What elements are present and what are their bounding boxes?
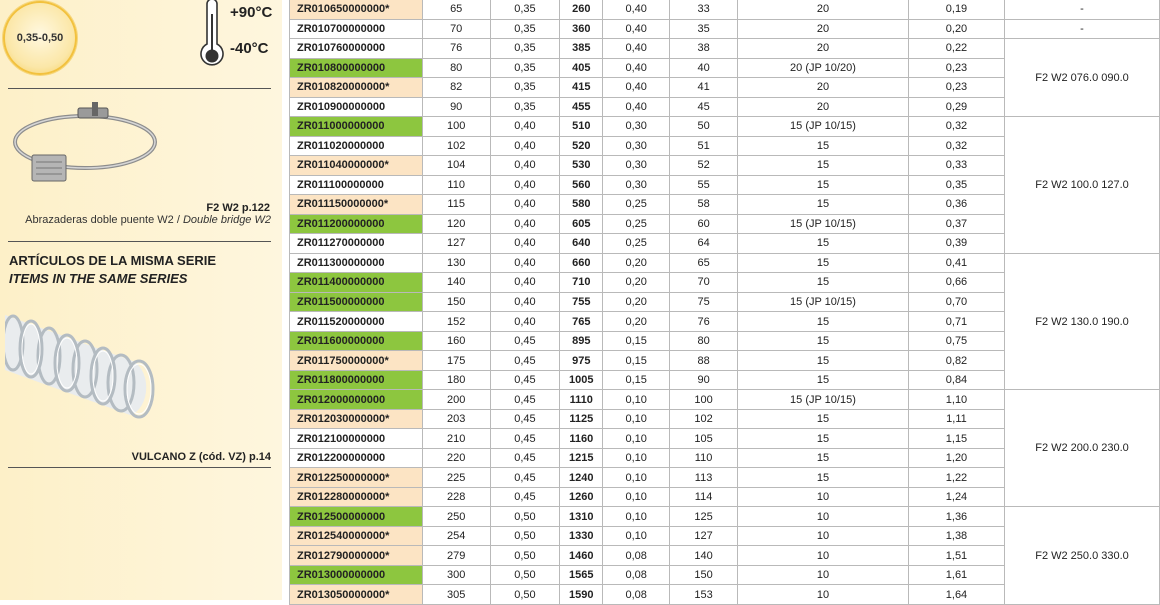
price-cell: 0,23 (908, 58, 1004, 78)
divider (8, 241, 271, 242)
diameter-cell: 150 (422, 292, 490, 312)
radius-cell: 0,40 (603, 58, 670, 78)
price-cell: 0,23 (908, 78, 1004, 98)
length-cell: 15 (737, 409, 908, 429)
length-cell: 10 (737, 526, 908, 546)
diameter-cell: 80 (422, 58, 490, 78)
bend-cell: 35 (670, 19, 738, 39)
table-row (290, 507, 1160, 527)
price-cell: 1,51 (908, 546, 1004, 566)
product-code: ZR012100000000 (290, 429, 423, 449)
radius-cell: 0,08 (603, 565, 670, 585)
bend-cell: 40 (670, 58, 738, 78)
length-cell: 15 (737, 429, 908, 449)
bend-cell: 58 (670, 195, 738, 215)
product-code: ZR011800000000 (290, 370, 423, 390)
diameter-cell: 250 (422, 507, 490, 527)
weight-cell: 710 (560, 273, 603, 293)
bend-cell: 45 (670, 97, 738, 117)
price-cell: 0,82 (908, 351, 1004, 371)
weight-cell: 1310 (560, 507, 603, 527)
thickness-cell: 0,50 (490, 526, 560, 546)
thickness-cell: 0,50 (490, 507, 560, 527)
thickness-cell: 0,35 (490, 97, 560, 117)
product-code: ZR011600000000 (290, 331, 423, 351)
radius-cell: 0,08 (603, 585, 670, 605)
product-code: ZR010800000000 (290, 58, 423, 78)
diameter-cell: 220 (422, 448, 490, 468)
thickness-cell: 0,40 (490, 312, 560, 332)
thickness-cell: 0,45 (490, 331, 560, 351)
bend-cell: 41 (670, 78, 738, 98)
weight-cell: 520 (560, 136, 603, 156)
weight-cell: 1260 (560, 487, 603, 507)
weight-cell: 660 (560, 253, 603, 273)
length-cell: 20 (737, 78, 908, 98)
price-cell: 1,64 (908, 585, 1004, 605)
bend-cell: 33 (670, 0, 738, 19)
thickness-cell: 0,45 (490, 390, 560, 410)
weight-cell: 580 (560, 195, 603, 215)
length-cell: 10 (737, 546, 908, 566)
thickness-cell: 0,40 (490, 214, 560, 234)
thickness-cell: 0,35 (490, 0, 560, 19)
radius-cell: 0,30 (603, 175, 670, 195)
thickness-cell: 0,50 (490, 546, 560, 566)
thickness-cell: 0,35 (490, 78, 560, 98)
radius-cell: 0,20 (603, 292, 670, 312)
clamp-group-cell: F2 W2 200.0 230.0 (1005, 390, 1160, 507)
price-cell: 0,35 (908, 175, 1004, 195)
weight-cell: 510 (560, 117, 603, 137)
radius-cell: 0,30 (603, 136, 670, 156)
length-cell: 15 (737, 468, 908, 488)
bend-cell: 88 (670, 351, 738, 371)
diameter-cell: 203 (422, 409, 490, 429)
thickness-cell: 0,40 (490, 273, 560, 293)
thickness-cell: 0,35 (490, 19, 560, 39)
bend-cell: 110 (670, 448, 738, 468)
product-code: ZR011040000000* (290, 156, 423, 176)
product-code: ZR012200000000 (290, 448, 423, 468)
bend-cell: 70 (670, 273, 738, 293)
product-code: ZR011400000000 (290, 273, 423, 293)
length-cell: 15 (737, 136, 908, 156)
clamp-group-cell: F2 W2 100.0 127.0 (1005, 117, 1160, 254)
thickness-cell: 0,40 (490, 253, 560, 273)
radius-cell: 0,10 (603, 390, 670, 410)
radius-cell: 0,30 (603, 117, 670, 137)
diameter-cell: 279 (422, 546, 490, 566)
thermometer-icon (197, 0, 227, 72)
radius-cell: 0,30 (603, 156, 670, 176)
thickness-cell: 0,45 (490, 429, 560, 449)
price-cell: 1,38 (908, 526, 1004, 546)
divider (8, 467, 271, 468)
diameter-cell: 127 (422, 234, 490, 254)
thickness-cell: 0,45 (490, 370, 560, 390)
clamp-group-cell: F2 W2 130.0 190.0 (1005, 253, 1160, 390)
length-cell: 15 (JP 10/15) (737, 292, 908, 312)
diameter-cell: 70 (422, 19, 490, 39)
bend-cell: 80 (670, 331, 738, 351)
price-cell: 1,24 (908, 487, 1004, 507)
price-cell: 1,61 (908, 565, 1004, 585)
weight-cell: 1110 (560, 390, 603, 410)
diameter-cell: 115 (422, 195, 490, 215)
product-code: ZR013050000000* (290, 585, 423, 605)
radius-cell: 0,20 (603, 253, 670, 273)
weight-cell: 560 (560, 175, 603, 195)
product-code: ZR012030000000* (290, 409, 423, 429)
thickness-cell: 0,40 (490, 175, 560, 195)
price-cell: 1,22 (908, 468, 1004, 488)
price-cell: 0,66 (908, 273, 1004, 293)
length-cell: 10 (737, 565, 908, 585)
length-cell: 20 (737, 19, 908, 39)
weight-cell: 1240 (560, 468, 603, 488)
thickness-cell: 0,35 (490, 58, 560, 78)
clamp-caption-es: Abrazaderas doble puente W2 / (25, 214, 183, 226)
price-cell: 1,11 (908, 409, 1004, 429)
product-code: ZR010650000000* (290, 0, 423, 19)
weight-cell: 1215 (560, 448, 603, 468)
diameter-cell: 90 (422, 97, 490, 117)
diameter-cell: 76 (422, 39, 490, 59)
bend-cell: 50 (670, 117, 738, 137)
length-cell: 20 (737, 97, 908, 117)
radius-cell: 0,15 (603, 331, 670, 351)
bend-cell: 150 (670, 565, 738, 585)
product-code: ZR011000000000 (290, 117, 423, 137)
length-cell: 20 (737, 0, 908, 19)
bend-cell: 100 (670, 390, 738, 410)
bend-cell: 102 (670, 409, 738, 429)
table-row (290, 0, 1160, 19)
length-cell: 15 (737, 234, 908, 254)
sidebar-panel (0, 0, 282, 600)
bend-cell: 140 (670, 546, 738, 566)
length-cell: 15 (737, 370, 908, 390)
weight-cell: 765 (560, 312, 603, 332)
length-cell: 15 (737, 195, 908, 215)
bend-cell: 127 (670, 526, 738, 546)
bend-cell: 105 (670, 429, 738, 449)
product-code: ZR011020000000 (290, 136, 423, 156)
diameter-cell: 110 (422, 175, 490, 195)
thickness-cell: 0,35 (490, 39, 560, 59)
length-cell: 15 (737, 351, 908, 371)
radius-cell: 0,40 (603, 39, 670, 59)
weight-cell: 455 (560, 97, 603, 117)
radius-cell: 0,10 (603, 507, 670, 527)
diameter-cell: 100 (422, 117, 490, 137)
bend-cell: 64 (670, 234, 738, 254)
radius-cell: 0,25 (603, 234, 670, 254)
length-cell: 20 (JP 10/20) (737, 58, 908, 78)
product-table (289, 0, 1160, 605)
divider (8, 88, 271, 89)
diameter-cell: 300 (422, 565, 490, 585)
length-cell: 15 (737, 175, 908, 195)
bend-cell: 60 (670, 214, 738, 234)
length-cell: 10 (737, 487, 908, 507)
weight-cell: 1330 (560, 526, 603, 546)
product-code: ZR011270000000 (290, 234, 423, 254)
weight-cell: 530 (560, 156, 603, 176)
thickness-cell: 0,40 (490, 234, 560, 254)
price-cell: 0,32 (908, 136, 1004, 156)
product-code: ZR012000000000 (290, 390, 423, 410)
length-cell: 15 (JP 10/15) (737, 214, 908, 234)
weight-cell: 415 (560, 78, 603, 98)
length-cell: 10 (737, 507, 908, 527)
weight-cell: 975 (560, 351, 603, 371)
diameter-cell: 130 (422, 253, 490, 273)
clamp-group-cell: - (1005, 0, 1160, 19)
clamp-reference: F2 W2 p.122 (206, 202, 270, 214)
diameter-cell: 225 (422, 468, 490, 488)
radius-cell: 0,10 (603, 409, 670, 429)
diameter-cell: 104 (422, 156, 490, 176)
temp-min: -40°C (230, 40, 269, 57)
diameter-cell: 228 (422, 487, 490, 507)
thickness-cell: 0,45 (490, 468, 560, 488)
double-bridge-clamp-image (10, 100, 160, 195)
product-code: ZR011100000000 (290, 175, 423, 195)
diameter-cell: 140 (422, 273, 490, 293)
diameter-cell: 120 (422, 214, 490, 234)
price-cell: 0,71 (908, 312, 1004, 332)
weight-cell: 895 (560, 331, 603, 351)
length-cell: 15 (737, 273, 908, 293)
weight-cell: 755 (560, 292, 603, 312)
thickness-badge-label: 0,35-0,50 (16, 32, 64, 44)
weight-cell: 1460 (560, 546, 603, 566)
diameter-cell: 102 (422, 136, 490, 156)
bend-cell: 125 (670, 507, 738, 527)
product-code: ZR012250000000* (290, 468, 423, 488)
price-cell: 0,32 (908, 117, 1004, 137)
radius-cell: 0,25 (603, 195, 670, 215)
price-cell: 1,20 (908, 448, 1004, 468)
radius-cell: 0,25 (603, 214, 670, 234)
thickness-cell: 0,40 (490, 195, 560, 215)
radius-cell: 0,20 (603, 312, 670, 332)
weight-cell: 1005 (560, 370, 603, 390)
price-cell: 0,19 (908, 0, 1004, 19)
thickness-cell: 0,50 (490, 585, 560, 605)
radius-cell: 0,40 (603, 0, 670, 19)
length-cell: 15 (737, 156, 908, 176)
price-cell: 1,10 (908, 390, 1004, 410)
weight-cell: 1565 (560, 565, 603, 585)
table-row (290, 253, 1160, 273)
radius-cell: 0,08 (603, 546, 670, 566)
bend-cell: 51 (670, 136, 738, 156)
clamp-group-cell: F2 W2 076.0 090.0 (1005, 39, 1160, 117)
thickness-cell: 0,40 (490, 136, 560, 156)
price-cell: 0,20 (908, 19, 1004, 39)
clamp-caption-en: Double bridge W2 (182, 214, 271, 226)
length-cell: 15 (737, 253, 908, 273)
weight-cell: 1125 (560, 409, 603, 429)
thickness-cell: 0,50 (490, 565, 560, 585)
thickness-cell: 0,40 (490, 292, 560, 312)
product-code: ZR012280000000* (290, 487, 423, 507)
table-row (290, 117, 1160, 137)
temp-max: +90°C (230, 4, 273, 21)
product-code: ZR011750000000* (290, 351, 423, 371)
radius-cell: 0,40 (603, 97, 670, 117)
diameter-cell: 254 (422, 526, 490, 546)
radius-cell: 0,40 (603, 78, 670, 98)
bend-cell: 75 (670, 292, 738, 312)
table-row (290, 39, 1160, 59)
length-cell: 20 (737, 39, 908, 59)
thickness-cell: 0,40 (490, 156, 560, 176)
table-row (290, 390, 1160, 410)
thickness-cell: 0,40 (490, 117, 560, 137)
radius-cell: 0,40 (603, 19, 670, 39)
length-cell: 15 (JP 10/15) (737, 117, 908, 137)
bend-cell: 76 (670, 312, 738, 332)
bend-cell: 113 (670, 468, 738, 488)
length-cell: 15 (737, 312, 908, 332)
price-cell: 0,22 (908, 39, 1004, 59)
diameter-cell: 152 (422, 312, 490, 332)
product-code: ZR011150000000* (290, 195, 423, 215)
price-cell: 0,84 (908, 370, 1004, 390)
product-code: ZR010820000000* (290, 78, 423, 98)
diameter-cell: 180 (422, 370, 490, 390)
radius-cell: 0,15 (603, 351, 670, 371)
weight-cell: 260 (560, 0, 603, 19)
clamp-group-cell: - (1005, 19, 1160, 39)
length-cell: 15 (737, 448, 908, 468)
product-code: ZR010700000000 (290, 19, 423, 39)
product-code: ZR011300000000 (290, 253, 423, 273)
bend-cell: 52 (670, 156, 738, 176)
diameter-cell: 210 (422, 429, 490, 449)
diameter-cell: 160 (422, 331, 490, 351)
clamp-caption (25, 214, 271, 226)
price-cell: 0,36 (908, 195, 1004, 215)
length-cell: 15 (JP 10/15) (737, 390, 908, 410)
radius-cell: 0,10 (603, 487, 670, 507)
thickness-badge (3, 1, 77, 75)
price-cell: 1,15 (908, 429, 1004, 449)
product-code: ZR012790000000* (290, 546, 423, 566)
product-code: ZR012540000000* (290, 526, 423, 546)
price-cell: 0,41 (908, 253, 1004, 273)
product-code: ZR011520000000 (290, 312, 423, 332)
radius-cell: 0,20 (603, 273, 670, 293)
weight-cell: 1160 (560, 429, 603, 449)
radius-cell: 0,15 (603, 370, 670, 390)
product-code: ZR011200000000 (290, 214, 423, 234)
same-series-heading: ARTÍCULOS DE LA MISMA SERIE (9, 253, 217, 268)
price-cell: 0,39 (908, 234, 1004, 254)
weight-cell: 640 (560, 234, 603, 254)
thickness-cell: 0,45 (490, 409, 560, 429)
same-series-heading-en: ITEMS IN THE SAME SERIES (9, 271, 188, 286)
product-code: ZR010900000000 (290, 97, 423, 117)
vulcano-hose-image (5, 305, 170, 420)
weight-cell: 1590 (560, 585, 603, 605)
price-cell: 0,75 (908, 331, 1004, 351)
diameter-cell: 65 (422, 0, 490, 19)
weight-cell: 405 (560, 58, 603, 78)
diameter-cell: 200 (422, 390, 490, 410)
weight-cell: 385 (560, 39, 603, 59)
diameter-cell: 305 (422, 585, 490, 605)
bend-cell: 55 (670, 175, 738, 195)
product-code: ZR010760000000 (290, 39, 423, 59)
weight-cell: 605 (560, 214, 603, 234)
radius-cell: 0,10 (603, 526, 670, 546)
bend-cell: 90 (670, 370, 738, 390)
thickness-cell: 0,45 (490, 487, 560, 507)
price-cell: 0,29 (908, 97, 1004, 117)
thickness-cell: 0,45 (490, 351, 560, 371)
product-code: ZR012500000000 (290, 507, 423, 527)
price-cell: 0,70 (908, 292, 1004, 312)
table-row (290, 19, 1160, 39)
diameter-cell: 175 (422, 351, 490, 371)
diameter-cell: 82 (422, 78, 490, 98)
product-code: ZR013000000000 (290, 565, 423, 585)
bend-cell: 153 (670, 585, 738, 605)
radius-cell: 0,10 (603, 468, 670, 488)
weight-cell: 360 (560, 19, 603, 39)
price-cell: 1,36 (908, 507, 1004, 527)
bend-cell: 38 (670, 39, 738, 59)
length-cell: 15 (737, 331, 908, 351)
clamp-group-cell: F2 W2 250.0 330.0 (1005, 507, 1160, 605)
product-code: ZR011500000000 (290, 292, 423, 312)
length-cell: 10 (737, 585, 908, 605)
bend-cell: 65 (670, 253, 738, 273)
thickness-cell: 0,45 (490, 448, 560, 468)
bend-cell: 114 (670, 487, 738, 507)
hose-reference: VULCANO Z (cód. VZ) p.14 (131, 451, 271, 463)
price-cell: 0,33 (908, 156, 1004, 176)
price-cell: 0,37 (908, 214, 1004, 234)
radius-cell: 0,10 (603, 429, 670, 449)
radius-cell: 0,10 (603, 448, 670, 468)
